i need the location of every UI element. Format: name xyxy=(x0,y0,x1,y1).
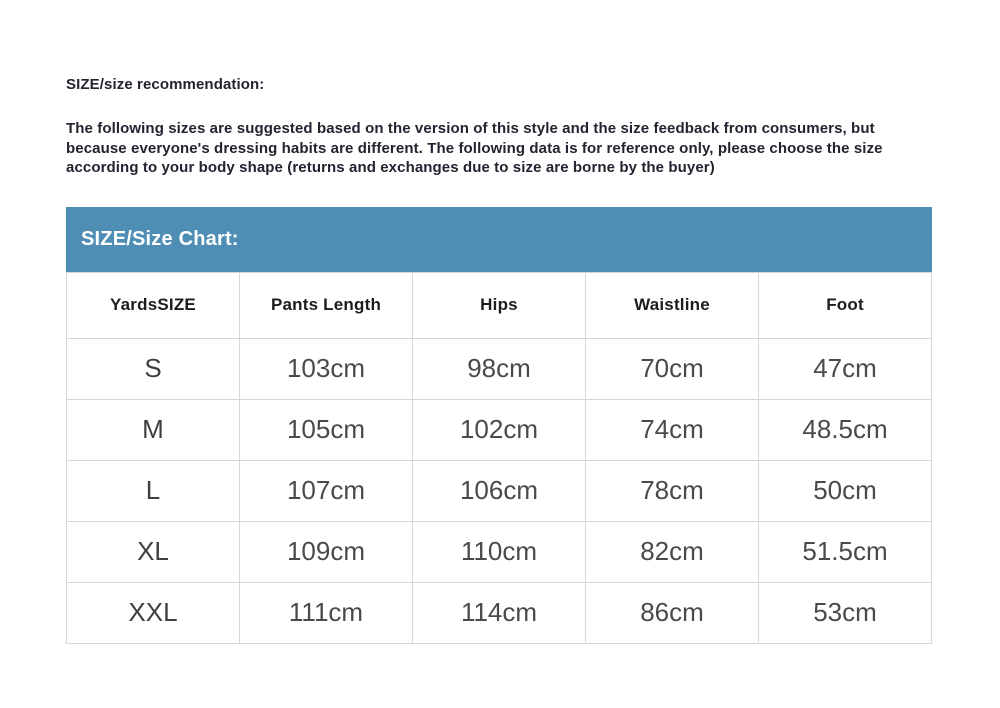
column-header-hips: Hips xyxy=(413,272,586,338)
table-row xyxy=(67,338,932,399)
measurement-cell: 98cm xyxy=(413,338,586,399)
measurement-cell: 50cm xyxy=(759,460,932,521)
measurement-cell: 48.5cm xyxy=(759,399,932,460)
measurement-cell: 109cm xyxy=(240,521,413,582)
measurement-cell: 47cm xyxy=(759,338,932,399)
size-chart-table xyxy=(66,272,932,644)
size-cell: XL xyxy=(67,521,240,582)
measurement-cell: 111cm xyxy=(240,582,413,643)
size-table-header xyxy=(67,272,932,338)
column-header-size: YardsSIZE xyxy=(67,272,240,338)
measurement-cell: 105cm xyxy=(240,399,413,460)
column-header-waistline: Waistline xyxy=(586,272,759,338)
size-cell: S xyxy=(67,338,240,399)
measurement-cell: 51.5cm xyxy=(759,521,932,582)
measurement-cell: 70cm xyxy=(586,338,759,399)
table-row xyxy=(67,460,932,521)
size-chart-banner xyxy=(66,207,932,272)
size-table-body xyxy=(67,338,932,643)
table-row xyxy=(67,521,932,582)
measurement-cell: 102cm xyxy=(413,399,586,460)
size-cell: M xyxy=(67,399,240,460)
measurement-cell: 106cm xyxy=(413,460,586,521)
measurement-cell: 107cm xyxy=(240,460,413,521)
measurement-cell: 103cm xyxy=(240,338,413,399)
measurement-cell: 53cm xyxy=(759,582,932,643)
measurement-cell: 78cm xyxy=(586,460,759,521)
size-cell: XXL xyxy=(67,582,240,643)
measurement-cell: 110cm xyxy=(413,521,586,582)
measurement-cell: 82cm xyxy=(586,521,759,582)
size-cell: L xyxy=(67,460,240,521)
measurement-cell: 86cm xyxy=(586,582,759,643)
header-row xyxy=(67,272,932,338)
size-recommendation-heading: SIZE/size recommendation: xyxy=(66,76,265,93)
size-chart-banner-title: SIZE/Size Chart: xyxy=(81,227,239,250)
table-row xyxy=(67,582,932,643)
measurement-cell: 74cm xyxy=(586,399,759,460)
column-header-foot: Foot xyxy=(759,272,932,338)
table-row xyxy=(67,399,932,460)
size-recommendation-paragraph: The following sizes are suggested based on the version of this style and the size feedback from consumers, but because everyone's dressing habits are different. The following data is for reference only, please choose the size according to your body shape (returns and exchanges due to size are borne by the buyer) xyxy=(66,120,883,176)
measurement-cell: 114cm xyxy=(413,582,586,643)
column-header-pants-length: Pants Length xyxy=(240,272,413,338)
